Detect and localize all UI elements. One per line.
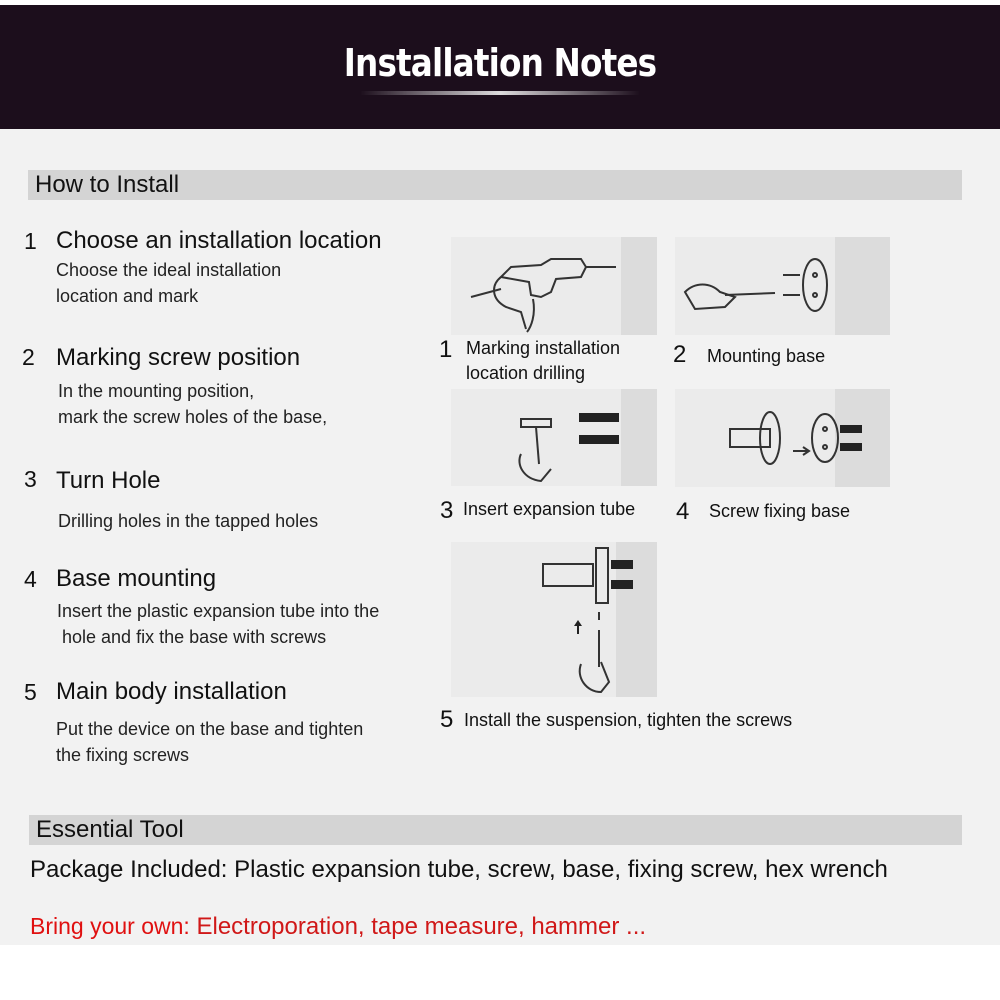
caption-number: 2 [673,341,687,368]
description-line: mark the screw holes of the base, [58,407,328,427]
caption-line: Install the suspension, tighten the screws [464,710,793,730]
header-banner [0,5,1000,129]
caption-text [709,499,850,524]
caption-line: location drilling [466,363,586,383]
description-line: location and mark [56,286,199,306]
caption-line: Insert expansion tube [463,499,636,519]
how-to-install-heading: How to Install [35,171,180,198]
step-number: 3 [24,466,37,492]
description-line: Insert the plastic expansion tube into the [57,601,380,621]
caption-text [463,497,635,522]
step-title: Choose an installation location [56,227,382,254]
title-underline-glow [360,91,640,95]
description-line: the fixing screws [56,745,190,765]
step-title: Base mounting [56,565,217,592]
description-line: In the mounting position, [58,381,255,401]
step-description [56,716,363,768]
package-label: Package Included: [30,856,228,883]
caption-line: Screw fixing base [709,501,851,521]
step-number: 1 [24,228,37,254]
caption-line: Marking installation [466,338,621,358]
description-line: Put the device on the base and tighten [56,719,364,739]
step-title: Main body installation [56,678,287,705]
screwdriver-illustration [451,542,657,697]
description-line: Drilling holes in the tapped holes [58,511,319,531]
step-number: 5 [24,679,37,705]
description-line: Choose the ideal installation [56,260,282,280]
how-to-install-bar [28,170,962,200]
caption-number: 4 [676,498,690,525]
step-description [57,598,379,650]
caption-number: 5 [440,706,454,733]
step-title: Marking screw position [56,344,301,371]
step-description [58,508,318,534]
step-description [58,378,327,430]
step-title: Turn Hole [56,467,161,494]
step-description [56,257,281,309]
caption-text [464,708,792,733]
bring-label: Bring your own: [30,913,190,939]
package-included-line [30,856,888,884]
mounting-base-illustration [675,237,890,335]
step-number: 2 [22,344,35,370]
drill-illustration [451,237,657,335]
screw-base-illustration [675,389,890,487]
description-line: hole and fix the base with screws [57,627,327,647]
package-value: Plastic expansion tube, screw, base, fixing screw, hex wrench [234,856,888,883]
essential-tool-bar [29,815,962,845]
caption-text [707,344,825,369]
essential-tool-heading: Essential Tool [36,816,184,843]
bring-your-own-line [30,913,646,941]
caption-number: 3 [440,497,454,524]
step-number: 4 [24,566,37,592]
page-title: Installation Notes [343,41,657,85]
caption-number: 1 [439,336,453,363]
caption-text [466,336,620,386]
caption-line: Mounting base [707,346,826,366]
hammer-illustration [451,389,657,486]
bring-value: Electroporation, tape measure, hammer ... [196,913,647,940]
